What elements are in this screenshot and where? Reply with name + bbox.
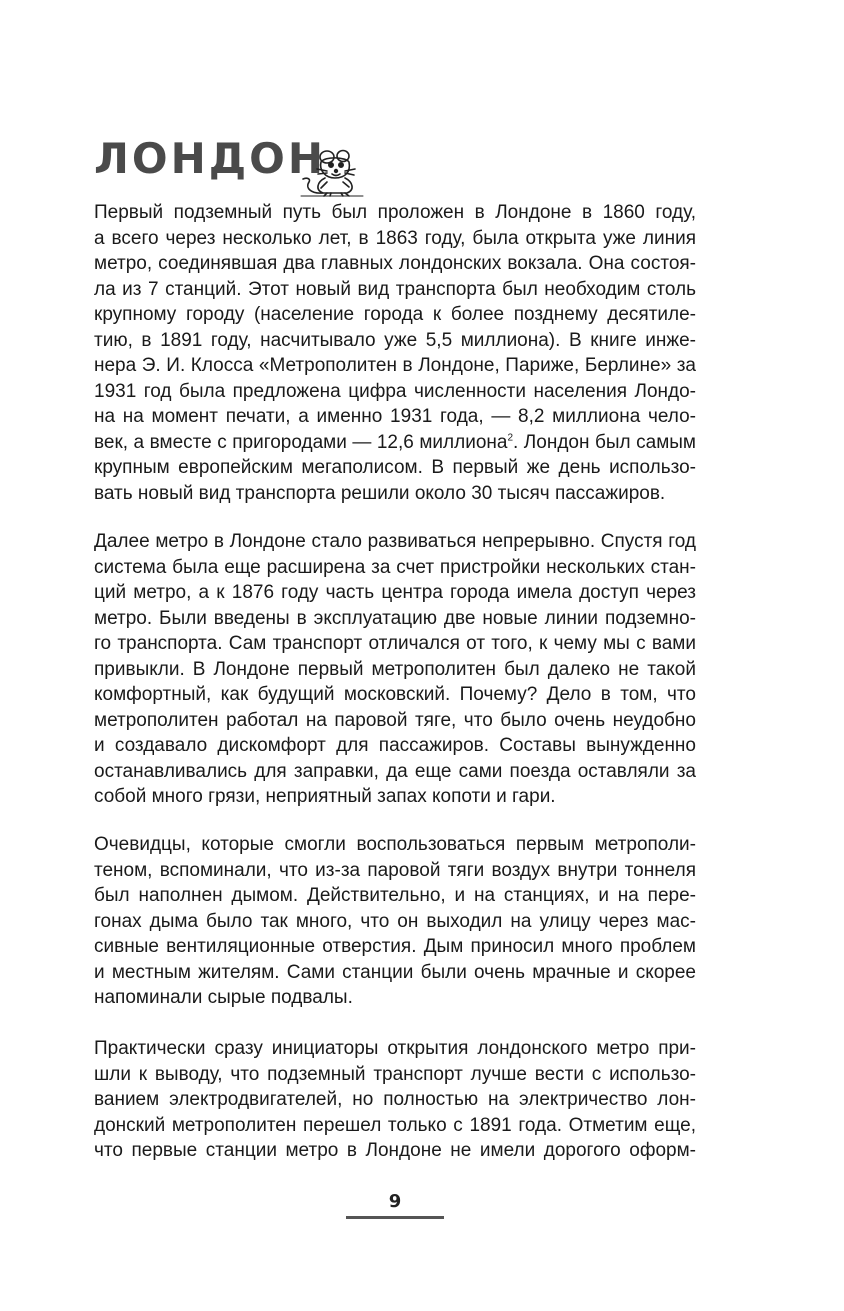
footnote-mark[interactable]: 2 xyxy=(507,432,514,444)
rat-mascot-icon xyxy=(297,148,367,198)
paragraph-4 xyxy=(94,1036,696,1164)
paragraph-2 xyxy=(94,529,696,810)
text-line: тию, в 1891 году, насчитывало уже 5,5 миллиона). В книге инже- xyxy=(94,329,696,351)
text-line: Далее метро в Лондоне стало развиваться непрерывно. Спустя год xyxy=(94,531,696,552)
page-number-rule xyxy=(346,1216,444,1219)
text-line: ванием электродвигателей, но полностью на электричество лон- xyxy=(94,1089,696,1110)
text-line: комфортный, как будущий московский. Почему? Дело в том, что xyxy=(94,684,696,705)
text-line: крупному городу (население города к более позднему десятиле- xyxy=(94,304,696,325)
text-line: шли к выводу, что подземный транспорт лучше вести с использо- xyxy=(94,1063,696,1085)
text-line: Очевидцы, которые смогли воспользоваться первым метрополи- xyxy=(94,834,696,855)
text-line: нера Э. И. Клосса «Метрополитен в Лондоне, Париже, Берлине» за xyxy=(94,355,696,376)
text-line: на на момент печати, а именно 1931 года, — 8,2 миллиона чело- xyxy=(94,406,696,427)
text-line: метрополитен работал на паровой тяге, что было очень неудобно xyxy=(94,709,696,731)
paragraph-3 xyxy=(94,832,696,1011)
text-line: и создавало дискомфорт для пассажиров. Составы вынужденно xyxy=(94,735,696,756)
text-line: теном, вспоминали, что из-за паровой тяги воздух внутри тоннеля xyxy=(94,859,696,881)
text-line: и местным жителям. Сами станции были очень мрачные и скорее xyxy=(94,961,696,983)
text-line: метро. Были введены в эксплуатацию две новые линии подземно- xyxy=(94,607,696,629)
text-line: останавливались для заправки, да еще сами поезда оставляли за xyxy=(94,760,696,782)
text-line: напоминали сырые подвалы. xyxy=(94,987,353,1008)
text-line: вать новый вид транспорта решили около 30 тысяч пассажиров. xyxy=(94,482,666,504)
text-line: сивные вентиляционные отверстия. Дым приносил много проблем xyxy=(94,936,696,957)
page-number: 9 xyxy=(388,1191,402,1212)
text-line: метро, соединявшая два главных лондонских вокзала. Она состоя- xyxy=(94,253,696,274)
text-line: ций метро, а к 1876 году часть центра города имела доступ через xyxy=(94,582,696,603)
text-line: собой много грязи, неприятный запах копоти и гари. xyxy=(94,786,556,807)
text-line: донский метрополитен перешел только с 1891 года. Отметим еще, xyxy=(94,1114,696,1136)
text-line: ла из 7 станций. Этот новый вид транспорта был необходим столь xyxy=(94,278,696,300)
text-line: был наполнен дымом. Действительно, и на станциях, и на пере- xyxy=(94,885,696,906)
text-line: а всего через несколько лет, в 1863 году, была открыта уже линия xyxy=(94,227,696,249)
text-line: Практически сразу инициаторы открытия лондонского метро при- xyxy=(94,1038,696,1059)
page-footer xyxy=(346,1190,444,1220)
text-line: 1931 год была предложена цифра численности населения Лондо- xyxy=(94,380,696,402)
text-line: крупным европейским мегаполисом. В первый же день использо- xyxy=(94,457,696,478)
chapter-heading xyxy=(94,128,394,198)
text-fragment: . Лондон был самым xyxy=(513,431,696,453)
text-line: гонах дыма было так много, что он выходил на улицу через мас- xyxy=(94,910,696,932)
paragraph-1 xyxy=(94,200,696,506)
text-line-with-footnote xyxy=(94,430,696,456)
text-line: го транспорта. Сам транспорт отличался от того, к чему мы с вами xyxy=(94,633,696,654)
text-line: привыкли. В Лондоне первый метрополитен был далеко не такой xyxy=(94,658,696,680)
text-line: что первые станции метро в Лондоне не имели дорогого оформ- xyxy=(94,1140,696,1161)
text-line: система была еще расширена за счет пристройки нескольких стан- xyxy=(94,556,696,578)
page-title: ЛОНДОН xyxy=(94,134,326,183)
text-line: Первый подземный путь был проложен в Лондоне в 1860 году, xyxy=(94,202,696,223)
text-fragment: век, а вместе с пригородами — 12,6 миллиона xyxy=(94,431,508,453)
